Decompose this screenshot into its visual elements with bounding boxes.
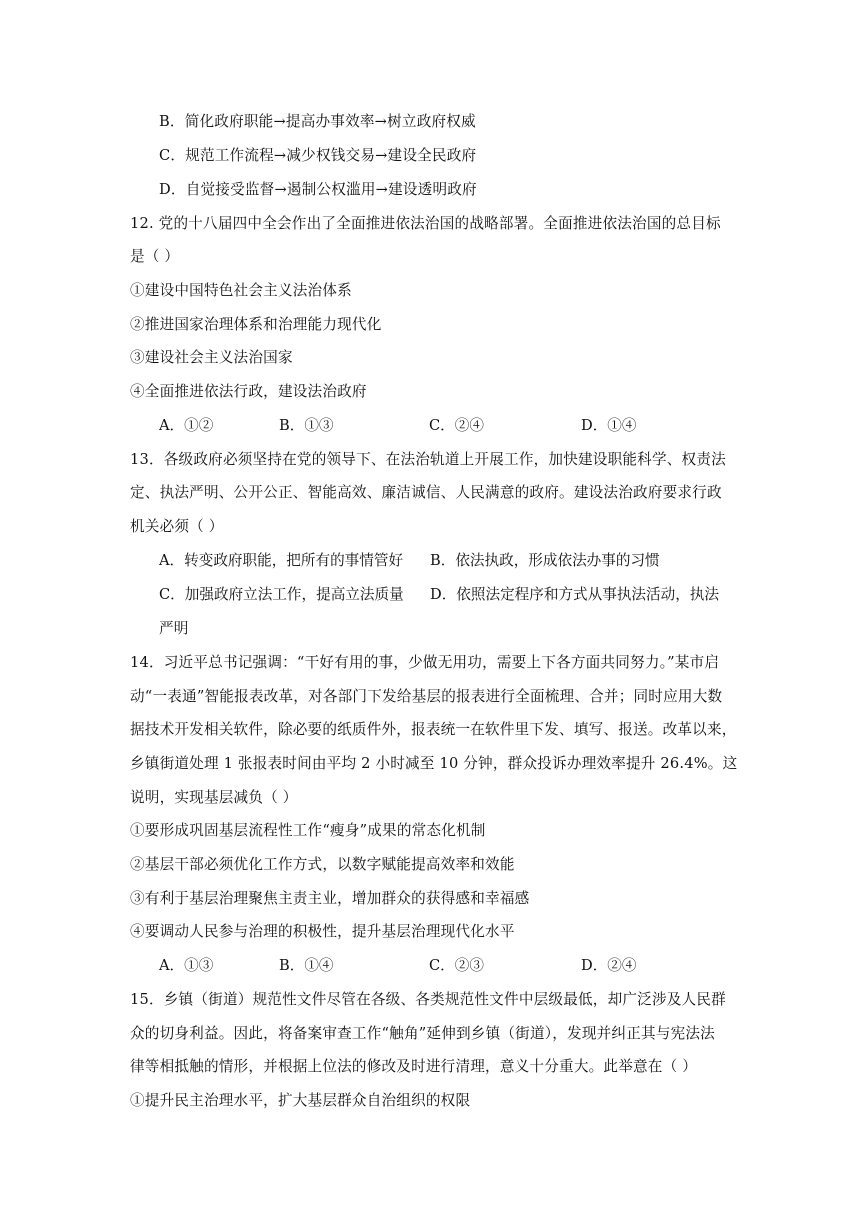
q14-stem-line5: 说明，实现基层减负（ ） — [130, 789, 298, 806]
q12-choices — [0, 416, 860, 436]
q13-stem-line3: 机关必须（ ） — [130, 518, 224, 535]
q14-stem-line3: 据技术开发相关软件，除必要的纸质件外，报表统一在软件里下发、填写、报送。改革以来， — [130, 721, 737, 738]
q12-item-3: ③建设社会主义法治国家 — [130, 349, 293, 366]
q13-options-ab — [0, 551, 860, 571]
q13-stem-line2: 定、执法严明、公开公正、智能高效、廉洁诚信、人民满意的政府。建设法治政府要求行政 — [130, 484, 722, 501]
q13-options-cd — [0, 585, 860, 605]
q12-item-2: ②推进国家治理体系和治理能力现代化 — [130, 316, 382, 333]
q14-item-4: ④要调动人民参与治理的积极性，提升基层治理现代化水平 — [130, 923, 515, 940]
q11-option-d: D．自觉接受监督→遏制公权滥用→建设透明政府 — [159, 181, 477, 198]
q11-option-c: C．规范工作流程→减少权钱交易→建设全民政府 — [159, 147, 477, 164]
q14-item-2: ②基层干部必须优化工作方式，以数字赋能提高效率和效能 — [130, 856, 515, 873]
q11-option-b: B．简化政府职能→提高办事效率→树立政府权威 — [159, 113, 476, 130]
q14-choice-b: B．①④ — [279, 957, 334, 974]
q13-option-d-continued: 严明 — [159, 620, 189, 637]
q14-stem-line2: 动“一表通”智能报表改革，对各部门下发给基层的报表进行全面梳理、合并；同时应用大数 — [130, 688, 723, 705]
q14-item-1: ①要形成巩固基层流程性工作“瘦身”成果的常态化机制 — [130, 822, 486, 839]
q13-option-b: B．依法执政，形成依法办事的习惯 — [430, 552, 660, 569]
q14-choice-a: A．①③ — [159, 957, 214, 974]
q13-stem-line1: 13．各级政府必须坚持在党的领导下、在法治轨道上开展工作，加快建设职能科学、权责法 — [130, 451, 726, 468]
q14-choices — [0, 956, 860, 976]
q12-choice-b: B．①③ — [279, 417, 334, 434]
q12-choice-d: D．①④ — [581, 417, 637, 434]
q12-item-4: ④全面推进依法行政，建设法治政府 — [130, 383, 367, 400]
q15-item-1: ①提升民主治理水平，扩大基层群众自治组织的权限 — [130, 1092, 471, 1109]
q14-choice-c: C．②③ — [429, 957, 484, 974]
q12-choice-c: C．②④ — [429, 417, 484, 434]
q14-item-3: ③有利于基层治理聚焦主责主业，增加群众的获得感和幸福感 — [130, 890, 530, 907]
q12-item-1: ①建设中国特色社会主义法治体系 — [130, 282, 352, 299]
q14-stem-line1: 14．习近平总书记强调：“干好有用的事，少做无用功，需要上下各方面共同努力。”某市启 — [130, 654, 720, 671]
q12-stem-line2: 是（ ） — [130, 248, 180, 265]
q13-option-d: D．依照法定程序和方式从事执法活动，执法 — [430, 586, 719, 603]
q15-stem-line3: 律等相抵触的情形，并根据上位法的修改及时进行清理，意义十分重大。此举意在（ ） — [130, 1058, 698, 1075]
q14-stem-line4: 乡镇街道处理 1 张报表时间由平均 2 小时减至 10 分钟，群众投诉办理效率提升 26.4%。这 — [130, 755, 738, 772]
q12-stem-line1: 12. 党的十八届四中全会作出了全面推进依法治国的战略部署。全面推进依法治国的总目标 — [130, 215, 721, 232]
q15-stem-line1: 15．乡镇（街道）规范性文件尽管在各级、各类规范性文件中层级最低，却广泛涉及人民群 — [130, 991, 726, 1008]
q14-choice-d: D．②④ — [581, 957, 637, 974]
q13-option-c: C．加强政府立法工作，提高立法质量 — [159, 586, 404, 603]
q15-stem-line2: 众的切身利益。因此，将备案审查工作“触角”延伸到乡镇（街道），发现并纠正其与宪法法 — [130, 1025, 715, 1042]
q12-choice-a: A．①② — [159, 417, 214, 434]
q13-option-a: A．转变政府职能，把所有的事情管好 — [159, 552, 404, 569]
